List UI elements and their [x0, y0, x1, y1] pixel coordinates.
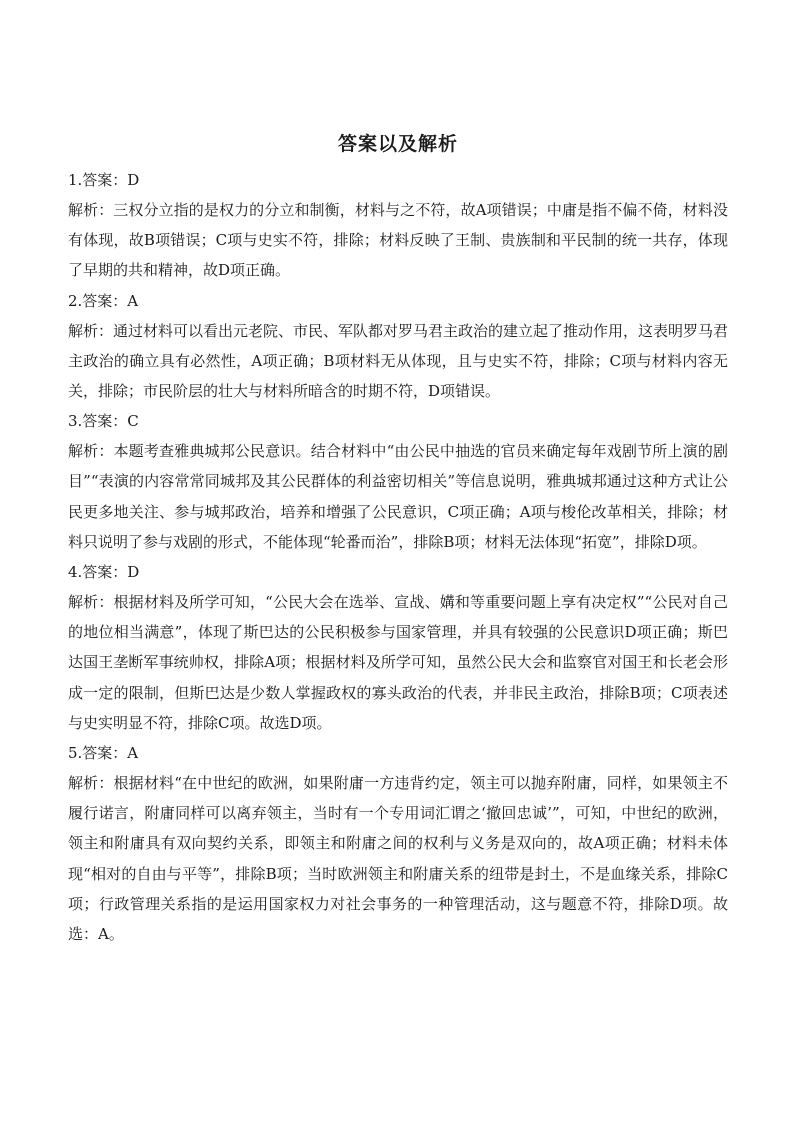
analysis-text: 解析：三权分立指的是权力的分立和制衡，材料与之不符，故A项错误；中庸是指不偏不倚，材料没有体现，故B项错误；C项与史实不符，排除；材料反映了王制、贵族制和平民制的统一共存，体现了早期的共和精神，故D项正确。	[68, 201, 728, 280]
analysis-text: 解析：通过材料可以看出元老院、市民、军队都对罗马君主政治的建立起了推动作用，这表明罗马君主政治的确立具有必然性，A项正确；B项材料无从体现，且与史实不符，排除；C项与材料内容无关，排除；市民阶层的壮大与材料所暗含的时期不符，D项错误。	[68, 321, 729, 401]
analysis-text: 解析：本题考查雅典城邦公民意识。结合材料中“由公民中抽选的官员来确定每年戏剧节所上演的剧目”“表演的内容常常同城邦及其公民群体的利益密切相关”等信息说明，雅典城邦通过这种方式让公民更多地关注、参与城邦政治，培养和增强了公民意识，C项正确；A项与梭伦改革相关，排除；材料只说明了参与戏剧的形式，不能体现“轮番而治”，排除B项；材料无法体现“拓宽”，排除D项。	[68, 442, 728, 551]
answer-line: 1.答案：D	[68, 171, 140, 189]
answer-line: 4.答案：D	[68, 563, 140, 582]
analysis-text: 解析：根据材料“在中世纪的欧洲，如果附庸一方违背约定，领主可以抛弃附庸，同样，如果领主不履行诺言，附庸同样可以离弃领主，当时有一个专用词汇谓之‘撤回忠诚’”，可知，中世纪的欧洲，领主和附庸具有双向契约关系，即领主和附庸之间的权利与义务是双向的，故A项正确；材料未体现“相对的自由与平等”，排除B项；当时欧洲领主和附庸关系的纽带是封土，不是血缘关系，排除C项；行政管理关系指的是运用国家权力对社会事务的一种管理活动，这与题意不符，排除D项。故选：A。	[68, 774, 728, 944]
answer-line: 3.答案：C	[68, 412, 139, 431]
page-title: 答案以及解析	[337, 133, 458, 155]
answer-item-3	[68, 406, 728, 557]
answer-item-4	[68, 557, 728, 738]
answer-line: 2.答案：A	[68, 291, 139, 310]
answer-line: 5.答案：A	[68, 744, 139, 763]
answer-item-1	[68, 165, 728, 286]
analysis-text: 解析：根据材料及所学可知，“公民大会在选举、宣战、媾和等重要问题上享有决定权”“公民对自己的地位相当满意”，体现了斯巴达的公民积极参与国家管理，并具有较强的公民意识D项正确；斯巴达国王垄断军事统帅权，排除A项；根据材料及所学可知，虽然公民大会和监察官对国王和长老会形成一定的限制，但斯巴达是少数人掌握政权的寡头政治的代表，并非民主政治，排除B项；C项表述与史实明显不符，排除C项。故选D项。	[68, 593, 728, 732]
answer-item-2	[68, 286, 728, 407]
answer-item-5	[68, 738, 728, 949]
